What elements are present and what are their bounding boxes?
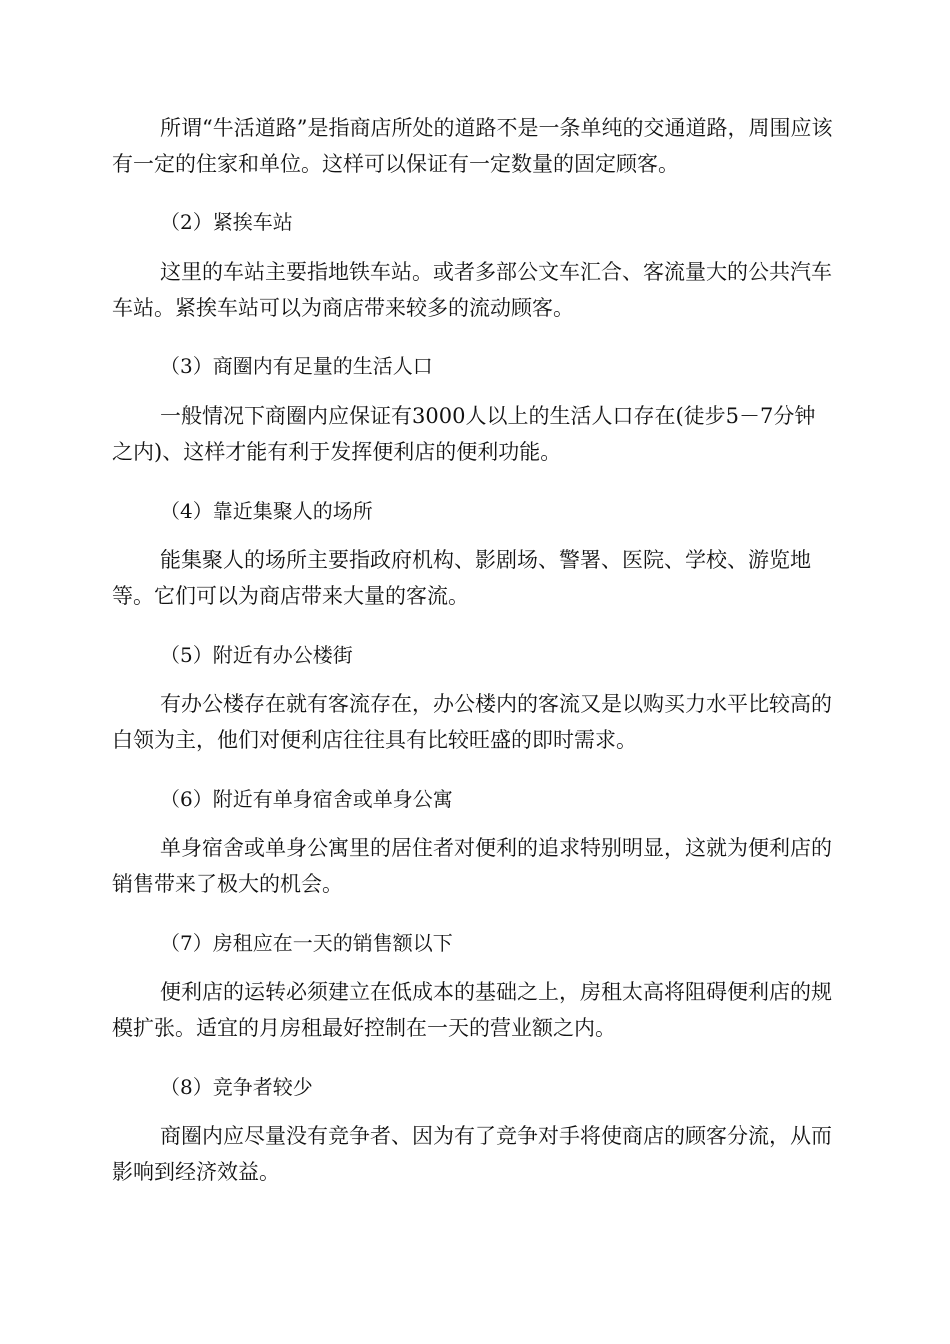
heading-rent: （7）房租应在一天的销售额以下 (160, 931, 453, 955)
paragraph-office-street: 有办公楼存在就有客流存在，办公楼内的客流又是以购买力水平比较高的白领为主，他们对便利店往往具有比较旺盛的即时需求。 (112, 692, 832, 752)
paragraph-near-station: 这里的车站主要指地铁车站。或者多部公文车汇合、客流量大的公共汽车车站。紧挨车站可以为商店带来较多的流动顾客。 (112, 260, 832, 320)
heading-gathering-places: （4）靠近集聚人的场所 (160, 499, 373, 523)
heading-office-street: （5）附近有办公楼街 (160, 643, 353, 667)
heading-population: （3）商圈内有足量的生活人口 (160, 354, 433, 378)
heading-competition: （8）竞争者较少 (160, 1075, 313, 1099)
paragraph-rent: 便利店的运转必须建立在低成本的基础之上，房租太高将阻碍便利店的规模扩张。适宜的月房租最好控制在一天的营业额之内。 (112, 980, 832, 1040)
paragraph-gathering-places: 能集聚人的场所主要指政府机构、影剧场、警署、医院、学校、游览地等。它们可以为商店带来大量的客流。 (112, 548, 811, 608)
heading-dormitory: （6）附近有单身宿舍或单身公寓 (160, 787, 453, 811)
paragraph-living-road: 所谓“牛活道路”是指商店所处的道路不是一条单纯的交通道路，周围应该有一定的住家和单位。这样可以保证有一定数量的固定顾客。 (112, 116, 833, 176)
paragraph-competition: 商圈内应尽量没有竞争者、因为有了竞争对手将使商店的顾客分流，从而影响到经济效益。 (112, 1124, 832, 1184)
paragraph-dormitory: 单身宿舍或单身公寓里的居住者对便利的追求特别明显，这就为便利店的销售带来了极大的机会。 (112, 836, 832, 896)
heading-near-station: （2）紧挨车站 (160, 210, 293, 234)
paragraph-population: 一般情况下商圈内应保证有3000人以上的生活人口存在(徒步5－7分钟之内)、这样才能有利于发挥便利店的便利功能。 (112, 404, 816, 464)
